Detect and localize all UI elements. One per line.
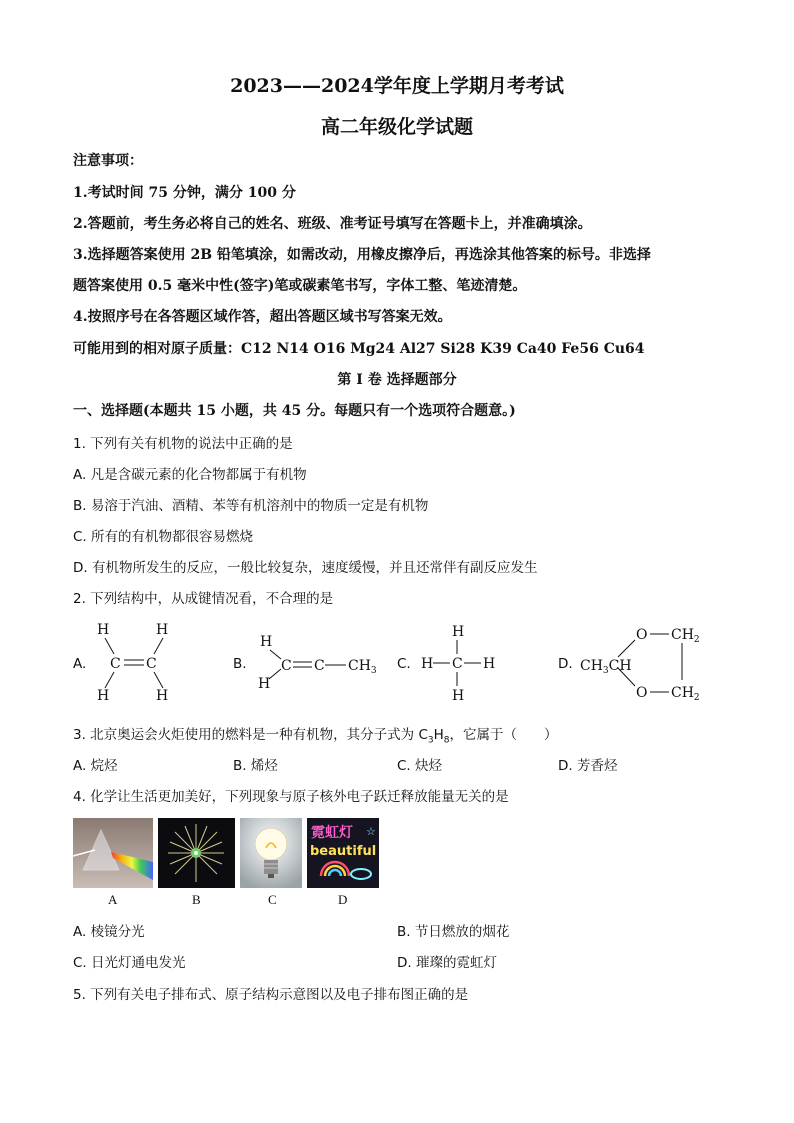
q2-structure-c bbox=[418, 620, 500, 704]
q2-label-b: B. bbox=[233, 656, 247, 672]
atomic-mass-line: 可能用到的相对原子质量：C12 N14 O16 Mg24 Al27 Si28 K39 Ca40 Fe56 Cu64 bbox=[73, 341, 645, 357]
note-2: 2.答题前，考生务必将自己的姓名、班级、准考证号填写在答题卡上，并准确填涂。 bbox=[73, 216, 592, 232]
q5-stem: 5. 下列有关电子排布式、原子结构示意图以及电子排布图正确的是 bbox=[73, 987, 469, 1003]
atom-h: H bbox=[97, 622, 110, 638]
fireworks-image bbox=[158, 818, 235, 888]
q4-option-b: B. 节日燃放的烟花 bbox=[397, 924, 510, 940]
atom-ch3: $CH_3CH$ bbox=[580, 658, 632, 676]
exam-subtitle: 高二年级化学试题 bbox=[320, 116, 473, 138]
section-heading: 一、选择题(本题共 15 小题，共 45 分。每题只有一个选项符合题意。) bbox=[73, 403, 516, 419]
q2-structure-a bbox=[88, 618, 183, 704]
atom-ch3: $CH_3$ bbox=[348, 658, 377, 676]
q1-stem: 1. 下列有关有机物的说法中正确的是 bbox=[73, 436, 293, 452]
q2-label-c: C. bbox=[397, 656, 411, 672]
atom-c: C bbox=[146, 656, 157, 672]
notes-heading: 注意事项： bbox=[73, 153, 143, 169]
q3-option-b: B. 烯烃 bbox=[233, 758, 278, 774]
atom-c: C bbox=[110, 656, 121, 672]
atom-h: H bbox=[421, 656, 434, 672]
atom-h: H bbox=[483, 656, 496, 672]
note-3: 3.选择题答案使用 2B 铅笔填涂，如需改动，用橡皮擦净后，再选涂其他答案的标号。非选择 bbox=[73, 247, 651, 263]
q1-option-d: D. 有机物所发生的反应，一般比较复杂，速度缓慢，并且还常伴有副反应发生 bbox=[73, 560, 538, 576]
q2-stem: 2. 下列结构中，从成键情况看，不合理的是 bbox=[73, 591, 334, 607]
atom-h: H bbox=[452, 688, 465, 704]
q3-option-d: D. 芳香烃 bbox=[558, 758, 618, 774]
q3-stem: 3. 北京奥运会火炬使用的燃料是一种有机物，其分子式为 $C_3H_8$，它属于（ ） bbox=[73, 727, 558, 746]
neon-sign-text: 霓虹灯 bbox=[311, 825, 353, 841]
light-bulb-image bbox=[240, 818, 302, 888]
q1-option-a: A. 凡是含碳元素的化合物都属于有机物 bbox=[73, 467, 307, 483]
q3-option-c: C. 炔烃 bbox=[397, 758, 443, 774]
atom-h: H bbox=[156, 688, 169, 704]
exam-title: 2023——2024学年度上学期月考考试 bbox=[230, 75, 564, 97]
image-caption-d: D bbox=[338, 892, 348, 907]
prism-image bbox=[73, 818, 153, 888]
q4-option-c: C. 日光灯通电发光 bbox=[73, 955, 186, 971]
q1-option-c: C. 所有的有机物都很容易燃烧 bbox=[73, 529, 254, 545]
note-3-cont: 题答案使用 0.5 毫米中性(签字)笔或碳素笔书写，字体工整、笔迹清楚。 bbox=[73, 278, 527, 294]
atom-c: C bbox=[281, 658, 292, 674]
image-caption-a: A bbox=[108, 892, 118, 907]
q4-stem: 4. 化学让生活更加美好，下列现象与原子核外电子跃迁释放能量无关的是 bbox=[73, 789, 509, 805]
image-caption-b: B bbox=[192, 892, 201, 907]
atom-h: H bbox=[452, 624, 465, 640]
atom-ch2-bottom: $CH_2$ bbox=[671, 685, 700, 702]
note-4: 4.按照序号在各答题区域作答，超出答题区域书写答案无效。 bbox=[73, 309, 452, 325]
q3-option-a: A. 烷烃 bbox=[73, 758, 118, 774]
atom-o: O bbox=[636, 685, 648, 701]
part-title: 第 I 卷 选择题部分 bbox=[337, 372, 457, 388]
q2-structure-b bbox=[252, 630, 382, 692]
atom-c: C bbox=[452, 656, 463, 672]
q2-label-d: D. bbox=[558, 656, 573, 672]
atom-h: H bbox=[258, 676, 271, 692]
image-caption-c: C bbox=[268, 892, 277, 907]
q2-label-a: A. bbox=[73, 656, 87, 672]
atom-h: H bbox=[156, 622, 169, 638]
neon-light-image bbox=[307, 818, 379, 888]
atom-o: O bbox=[636, 627, 648, 643]
atom-h: H bbox=[97, 688, 110, 704]
atom-ch2-top: $CH_2$ bbox=[671, 627, 700, 645]
neon-sign-text: beautiful bbox=[310, 844, 377, 859]
q4-option-a: A. 棱镜分光 bbox=[73, 924, 145, 940]
q4-option-d: D. 璀璨的霓虹灯 bbox=[397, 955, 497, 971]
q1-option-b: B. 易溶于汽油、酒精、苯等有机溶剂中的物质一定是有机物 bbox=[73, 498, 429, 514]
atom-h: H bbox=[260, 634, 273, 650]
star-icon: ☆ bbox=[366, 825, 376, 838]
atom-c: C bbox=[314, 658, 325, 674]
q2-structure-d bbox=[578, 622, 708, 702]
note-1: 1.考试时间 75 分钟，满分 100 分 bbox=[73, 185, 296, 201]
